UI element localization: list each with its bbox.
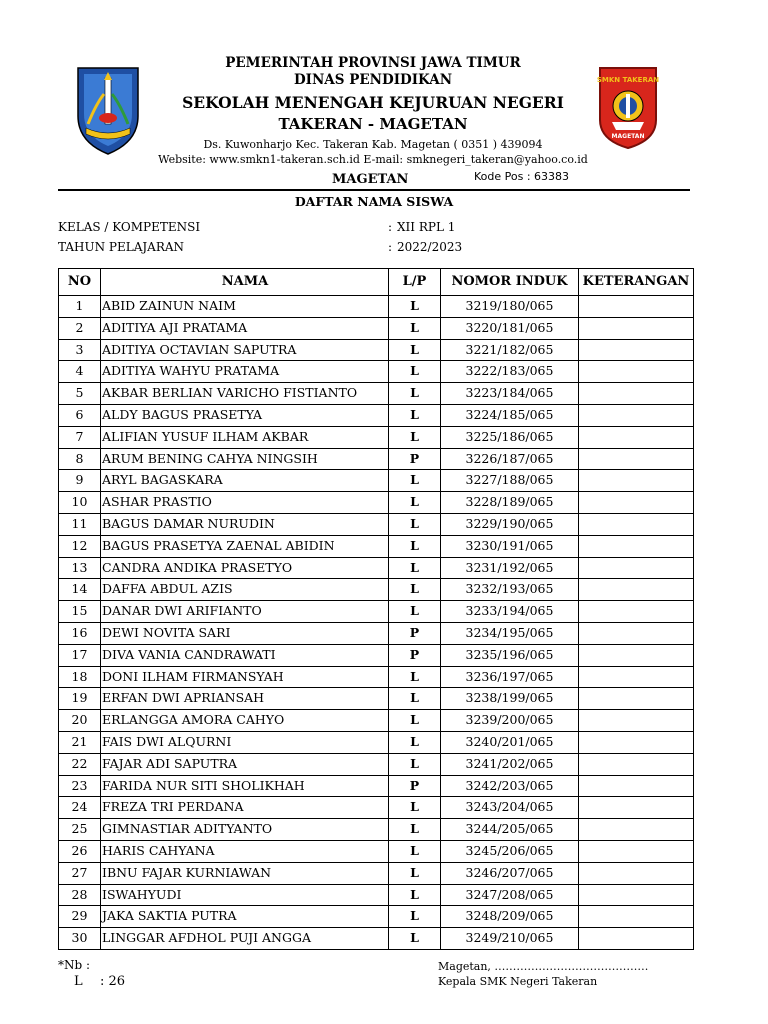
row-lp: L [389,296,441,318]
footer-place-date: Magetan, …………………………………… [438,960,649,973]
row-nomor-induk: 3226/187/065 [441,448,579,470]
table-row [59,862,694,884]
row-nomor-induk: 3246/207/065 [441,862,579,884]
footer-l-count: : 26 [100,974,126,989]
row-no: 30 [59,928,101,950]
table-row [59,622,694,644]
row-lp: L [389,601,441,623]
row-lp: L [389,928,441,950]
row-no: 4 [59,361,101,383]
row-keterangan [579,601,694,623]
footer-l-label: L [74,974,83,989]
row-no: 1 [59,296,101,318]
header-keterangan: KETERANGAN [579,269,694,296]
table-row [59,557,694,579]
class-value: XII RPL 1 [397,220,456,234]
row-lp: L [389,753,441,775]
row-no: 24 [59,797,101,819]
row-keterangan [579,928,694,950]
table-row [59,470,694,492]
row-nomor-induk: 3248/209/065 [441,906,579,928]
row-no: 11 [59,513,101,535]
row-nama: DIVA VANIA CANDRAWATI [101,644,389,666]
row-nomor-induk: 3242/203/065 [441,775,579,797]
table-row [59,296,694,318]
row-nomor-induk: 3247/208/065 [441,884,579,906]
row-lp: L [389,688,441,710]
row-nama: JAKA SAKTIA PUTRA [101,906,389,928]
row-nomor-induk: 3229/190/065 [441,513,579,535]
row-keterangan [579,622,694,644]
table-header-row [59,269,694,296]
row-keterangan [579,579,694,601]
row-nama: ALIFIAN YUSUF ILHAM AKBAR [101,426,389,448]
row-keterangan [579,426,694,448]
year-value: 2022/2023 [397,240,463,254]
year-colon: : [388,240,393,254]
row-keterangan [579,448,694,470]
row-nama: IBNU FAJAR KURNIAWAN [101,862,389,884]
row-lp: P [389,644,441,666]
row-lp: P [389,622,441,644]
table-row [59,426,694,448]
row-nomor-induk: 3227/188/065 [441,470,579,492]
row-nomor-induk: 3224/185/065 [441,404,579,426]
row-nomor-induk: 3225/186/065 [441,426,579,448]
row-nama: DONI ILHAM FIRMANSYAH [101,666,389,688]
row-no: 10 [59,492,101,514]
letterhead-city: MAGETAN [332,172,409,187]
row-lp: L [389,710,441,732]
row-nama: CANDRA ANDIKA PRASETYO [101,557,389,579]
row-keterangan [579,644,694,666]
row-lp: L [389,840,441,862]
letterhead-address: Ds. Kuwonharjo Kec. Takeran Kab. Magetan ( 0351 ) 439094 [203,138,543,151]
table-row [59,906,694,928]
table-row [59,492,694,514]
header-no: NO [59,269,101,296]
table-row [59,579,694,601]
row-nama: AKBAR BERLIAN VARICHO FISTIANTO [101,383,389,405]
header-lp: L/P [389,269,441,296]
letterhead-postal-code: Kode Pos : 63383 [474,170,570,183]
row-lp: L [389,579,441,601]
row-nomor-induk: 3221/182/065 [441,339,579,361]
row-keterangan [579,710,694,732]
row-keterangan [579,470,694,492]
row-keterangan [579,906,694,928]
table-row [59,688,694,710]
row-lp: L [389,404,441,426]
row-keterangan [579,862,694,884]
row-nama: DEWI NOVITA SARI [101,622,389,644]
row-no: 8 [59,448,101,470]
row-nama: ADITIYA AJI PRATAMA [101,317,389,339]
table-row [59,404,694,426]
row-nomor-induk: 3222/183/065 [441,361,579,383]
row-nomor-induk: 3219/180/065 [441,296,579,318]
row-lp: L [389,535,441,557]
row-lp: L [389,819,441,841]
smkn-takeran-logo [596,64,660,150]
row-nama: LINGGAR AFDHOL PUJI ANGGA [101,928,389,950]
row-nomor-induk: 3244/205/065 [441,819,579,841]
table-row [59,775,694,797]
row-lp: P [389,448,441,470]
row-nama: ERLANGGA AMORA CAHYO [101,710,389,732]
table-row [59,797,694,819]
table-row [59,601,694,623]
row-no: 27 [59,862,101,884]
row-lp: L [389,317,441,339]
row-nomor-induk: 3228/189/065 [441,492,579,514]
right-logo-top-text: SMKN TAKERAN [596,76,660,84]
row-keterangan [579,513,694,535]
row-no: 25 [59,819,101,841]
row-lp: L [389,361,441,383]
row-no: 14 [59,579,101,601]
row-no: 28 [59,884,101,906]
row-lp: L [389,426,441,448]
row-nomor-induk: 3249/210/065 [441,928,579,950]
row-nomor-induk: 3235/196/065 [441,644,579,666]
row-no: 22 [59,753,101,775]
table-row [59,448,694,470]
row-keterangan [579,492,694,514]
row-nomor-induk: 3234/195/065 [441,622,579,644]
row-keterangan [579,383,694,405]
row-keterangan [579,797,694,819]
table-row [59,317,694,339]
row-lp: L [389,862,441,884]
row-no: 12 [59,535,101,557]
letterhead-website: Website: www.smkn1-takeran.sch.id E-mail: smknegeri_takeran@yahoo.co.id [158,153,588,166]
row-keterangan [579,819,694,841]
row-lp: P [389,775,441,797]
row-nama: ARYL BAGASKARA [101,470,389,492]
row-nomor-induk: 3243/204/065 [441,797,579,819]
row-nomor-induk: 3232/193/065 [441,579,579,601]
row-keterangan [579,884,694,906]
row-no: 13 [59,557,101,579]
row-nama: ADITIYA WAHYU PRATAMA [101,361,389,383]
row-nama: GIMNASTIAR ADITYANTO [101,819,389,841]
row-nama: ALDY BAGUS PRASETYA [101,404,389,426]
row-no: 26 [59,840,101,862]
row-no: 2 [59,317,101,339]
row-nomor-induk: 3233/194/065 [441,601,579,623]
row-nomor-induk: 3236/197/065 [441,666,579,688]
row-nomor-induk: 3239/200/065 [441,710,579,732]
row-nama: FARIDA NUR SITI SHOLIKHAH [101,775,389,797]
header-nama: NAMA [101,269,389,296]
row-lp: L [389,666,441,688]
row-keterangan [579,753,694,775]
row-nama: BAGUS DAMAR NURUDIN [101,513,389,535]
row-keterangan [579,840,694,862]
row-no: 17 [59,644,101,666]
row-no: 29 [59,906,101,928]
row-nomor-induk: 3220/181/065 [441,317,579,339]
row-no: 18 [59,666,101,688]
row-nama: FAJAR ADI SAPUTRA [101,753,389,775]
table-row [59,710,694,732]
row-no: 9 [59,470,101,492]
letterhead-school-location: TAKERAN - MAGETAN [278,115,468,133]
row-nama: FAIS DWI ALQURNI [101,731,389,753]
year-label: TAHUN PELAJARAN [58,240,185,254]
row-keterangan [579,557,694,579]
row-lp: L [389,470,441,492]
row-keterangan [579,688,694,710]
row-lp: L [389,884,441,906]
table-row [59,644,694,666]
row-no: 21 [59,731,101,753]
row-lp: L [389,339,441,361]
letterhead-school-name: SEKOLAH MENENGAH KEJURUAN NEGERI [182,93,564,112]
row-keterangan [579,731,694,753]
row-lp: L [389,797,441,819]
table-row [59,513,694,535]
row-no: 19 [59,688,101,710]
row-lp: L [389,492,441,514]
table-row [59,884,694,906]
student-table [58,268,694,950]
letterhead-line-1: PEMERINTAH PROVINSI JAWA TIMUR [225,55,521,71]
row-nama: FREZA TRI PERDANA [101,797,389,819]
row-nomor-induk: 3240/201/065 [441,731,579,753]
table-row [59,928,694,950]
class-label: KELAS / KOMPETENSI [58,220,201,234]
row-no: 6 [59,404,101,426]
row-lp: L [389,383,441,405]
row-nomor-induk: 3245/206/065 [441,840,579,862]
row-nama: DANAR DWI ARIFIANTO [101,601,389,623]
row-nama: ERFAN DWI APRIANSAH [101,688,389,710]
row-nama: ADITIYA OCTAVIAN SAPUTRA [101,339,389,361]
row-no: 15 [59,601,101,623]
row-keterangan [579,361,694,383]
row-nomor-induk: 3241/202/065 [441,753,579,775]
row-lp: L [389,731,441,753]
row-nama: ABID ZAINUN NAIM [101,296,389,318]
row-keterangan [579,317,694,339]
table-row [59,753,694,775]
table-row [59,819,694,841]
table-row [59,840,694,862]
row-nomor-induk: 3238/199/065 [441,688,579,710]
header-nomor-induk: NOMOR INDUK [441,269,579,296]
table-row [59,731,694,753]
row-nama: ASHAR PRASTIO [101,492,389,514]
document-title: DAFTAR NAMA SISWA [294,194,454,209]
row-nama: HARIS CAHYANA [101,840,389,862]
letterhead-line-2: DINAS PENDIDIKAN [293,72,453,88]
row-nomor-induk: 3230/191/065 [441,535,579,557]
row-no: 5 [59,383,101,405]
footer-signer: Kepala SMK Negeri Takeran [438,975,598,988]
table-row [59,361,694,383]
table-row [59,535,694,557]
right-logo-bottom-text: MAGETAN [611,133,645,140]
row-no: 3 [59,339,101,361]
row-no: 20 [59,710,101,732]
row-lp: L [389,513,441,535]
row-lp: L [389,906,441,928]
row-keterangan [579,666,694,688]
row-no: 23 [59,775,101,797]
letterhead-divider [58,189,690,191]
row-nama: ISWAHYUDI [101,884,389,906]
row-nomor-induk: 3223/184/065 [441,383,579,405]
row-keterangan [579,404,694,426]
row-nama: ARUM BENING CAHYA NINGSIH [101,448,389,470]
row-lp: L [389,557,441,579]
row-nomor-induk: 3231/192/065 [441,557,579,579]
row-no: 16 [59,622,101,644]
class-colon: : [388,220,393,234]
row-keterangan [579,339,694,361]
row-keterangan [579,296,694,318]
table-row [59,666,694,688]
table-row [59,339,694,361]
east-java-emblem-logo [74,64,142,156]
footer-note-label: *Nb : [58,958,91,972]
row-keterangan [579,535,694,557]
row-no: 7 [59,426,101,448]
row-nama: DAFFA ABDUL AZIS [101,579,389,601]
row-keterangan [579,775,694,797]
table-row [59,383,694,405]
row-nama: BAGUS PRASETYA ZAENAL ABIDIN [101,535,389,557]
